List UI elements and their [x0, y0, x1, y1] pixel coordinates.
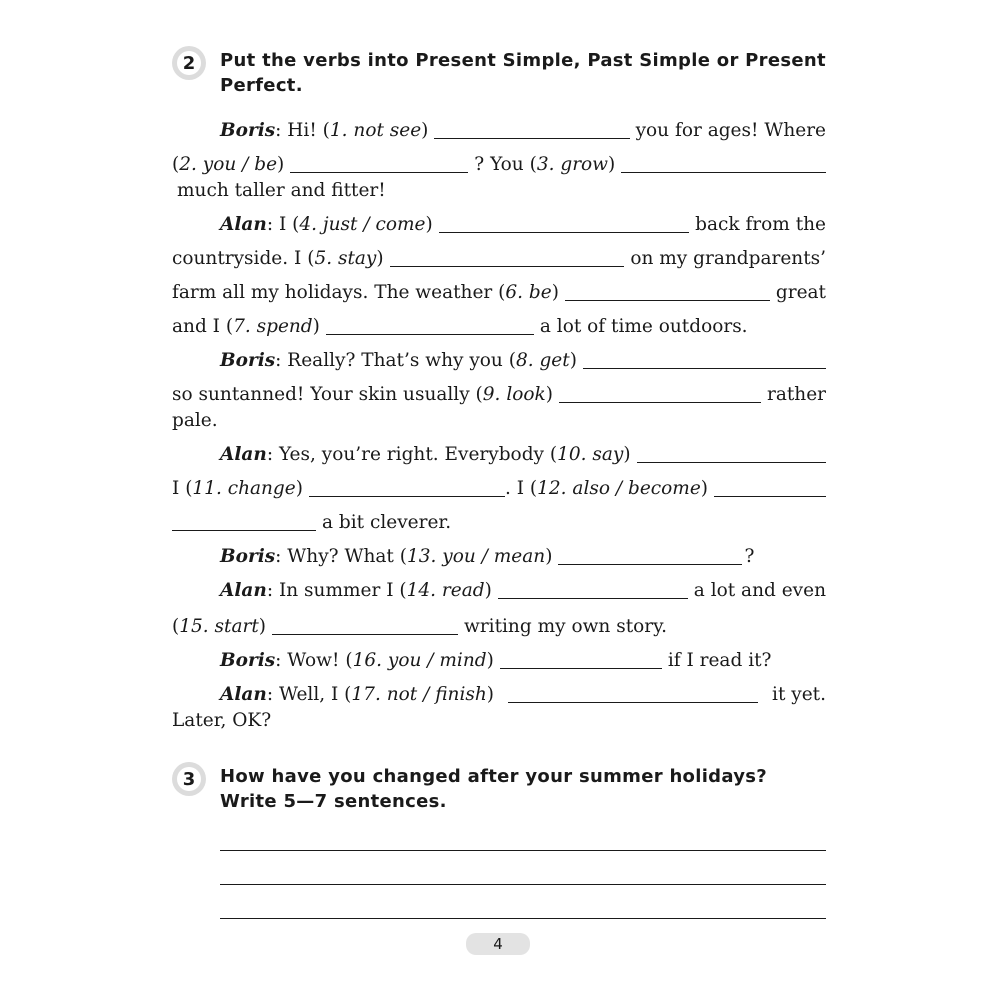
- dialogue-line: [172, 246, 826, 272]
- dialogue-text: : I (: [266, 214, 300, 235]
- dialogue-line: [220, 442, 826, 468]
- dialogue-line: [172, 476, 826, 502]
- dialogue-text: ): [545, 384, 553, 405]
- verb-hint: 1. not see: [329, 120, 422, 141]
- answer-blank-3[interactable]: [621, 171, 826, 173]
- answer-blank-16[interactable]: [500, 667, 662, 669]
- verb-hint: 8. get: [515, 350, 570, 371]
- dialogue-text: ? You (: [474, 154, 537, 175]
- verb-hint: 3. grow: [536, 154, 609, 175]
- dialogue-text: farm all my holidays. The weather (: [172, 282, 506, 303]
- dialogue-text: : Hi! (: [275, 120, 330, 141]
- answer-blank-17[interactable]: [508, 701, 758, 703]
- dialogue-text: pale.: [172, 410, 218, 431]
- verb-hint: 16. you / mind: [352, 650, 487, 671]
- answer-blank-6[interactable]: [565, 299, 770, 301]
- dialogue-text: : In summer I (: [266, 580, 407, 601]
- answer-blank-11[interactable]: [309, 495, 505, 497]
- writing-line[interactable]: [220, 850, 826, 851]
- dialogue-text: Later, OK?: [172, 710, 272, 731]
- dialogue-text: writing my own story.: [463, 616, 667, 637]
- answer-blank-7[interactable]: [326, 333, 534, 335]
- dialogue-text: a lot of time outdoors.: [539, 316, 748, 337]
- dialogue-text: I (: [172, 478, 193, 499]
- dialogue-line: [172, 408, 826, 434]
- writing-line[interactable]: [220, 884, 826, 885]
- verb-hint: 2. you / be: [179, 154, 278, 175]
- dialogue-line: [220, 118, 826, 144]
- dialogue-text: it yet.: [772, 684, 826, 705]
- speaker-name: Alan: [220, 580, 267, 601]
- task-2-header: [172, 46, 826, 102]
- verb-hint: 14. read: [406, 580, 485, 601]
- answer-blank-10[interactable]: [637, 461, 826, 463]
- dialogue-line: [172, 280, 826, 306]
- task-number-badge: [172, 762, 206, 796]
- task-number-badge: [172, 46, 206, 80]
- dialogue-text: ): [486, 684, 494, 705]
- dialogue-text: so suntanned! Your skin usually (: [172, 384, 483, 405]
- speaker-name: Alan: [220, 684, 267, 705]
- dialogue-line: [220, 578, 826, 604]
- dialogue-text: : Well, I (: [266, 684, 352, 705]
- speaker-name: Boris: [220, 350, 276, 371]
- dialogue-line: [172, 510, 826, 536]
- dialogue-text: a bit cleverer.: [322, 512, 452, 533]
- dialogue-text: : Really? That’s why you (: [275, 350, 516, 371]
- dialogue-text: (: [172, 154, 180, 175]
- dialogue-text: ): [608, 154, 616, 175]
- verb-hint: 13. you / mean: [406, 546, 546, 567]
- dialogue-line: [172, 152, 826, 178]
- verb-hint: 10. say: [557, 444, 624, 465]
- dialogue-text: (: [172, 616, 180, 637]
- verb-hint: 15. start: [179, 616, 259, 637]
- writing-line[interactable]: [220, 918, 826, 919]
- dialogue-text: : Wow! (: [275, 650, 353, 671]
- answer-blank-12-continued[interactable]: [172, 529, 316, 531]
- answer-blank-8[interactable]: [583, 367, 826, 369]
- dialogue-text: ): [421, 120, 429, 141]
- answer-blank-13[interactable]: [558, 563, 742, 565]
- dialogue-text: much taller and fitter!: [177, 180, 386, 201]
- dialogue-text: ): [295, 478, 303, 499]
- dialogue-text: ): [376, 248, 384, 269]
- speaker-name: Boris: [220, 546, 276, 567]
- dialogue-text: ): [486, 650, 494, 671]
- dialogue-text: ): [277, 154, 285, 175]
- speaker-name: Boris: [220, 120, 276, 141]
- answer-blank-14[interactable]: [498, 597, 688, 599]
- speaker-name: Alan: [220, 444, 267, 465]
- dialogue-line: [172, 382, 826, 408]
- answer-blank-2[interactable]: [290, 171, 468, 173]
- task-number: 2: [177, 51, 201, 75]
- answer-blank-1[interactable]: [434, 137, 629, 139]
- dialogue-line: [220, 682, 826, 708]
- verb-hint: 7. spend: [233, 316, 313, 337]
- dialogue-text: ): [623, 444, 631, 465]
- dialogue-line: [220, 544, 826, 570]
- dialogue-text: great: [775, 282, 826, 303]
- verb-hint: 4. just / come: [299, 214, 426, 235]
- dialogue-text: you for ages! Where: [635, 120, 826, 141]
- answer-blank-5[interactable]: [390, 265, 625, 267]
- verb-hint: 9. look: [482, 384, 546, 405]
- speaker-name: Alan: [220, 214, 267, 235]
- dialogue-text: ): [425, 214, 433, 235]
- dialogue-line: [220, 212, 826, 238]
- answer-blank-15[interactable]: [272, 633, 458, 635]
- dialogue-text: ): [545, 546, 553, 567]
- dialogue-text: ): [258, 616, 266, 637]
- verb-hint: 5. stay: [314, 248, 377, 269]
- dialogue-line: [172, 708, 826, 734]
- dialogue-text: ): [569, 350, 577, 371]
- dialogue-text: if I read it?: [667, 650, 772, 671]
- task-number: 3: [177, 767, 201, 791]
- task-instruction: How have you changed after your summer holidays? Write 5—7 sentences.: [220, 766, 768, 812]
- dialogue-text: a lot and even: [693, 580, 826, 601]
- dialogue-text: : Why? What (: [275, 546, 407, 567]
- dialogue-text: ): [551, 282, 559, 303]
- speaker-name: Boris: [220, 650, 276, 671]
- dialogue-text: . I (: [504, 478, 538, 499]
- dialogue-line: [172, 178, 826, 204]
- page-number: 4: [466, 933, 530, 955]
- verb-hint: 17. not / finish: [351, 684, 487, 705]
- dialogue-text: ): [484, 580, 492, 601]
- dialogue-text: countryside. I (: [172, 248, 315, 269]
- dialogue-line: [172, 614, 826, 640]
- dialogue-text: : Yes, you’re right. Everybody (: [266, 444, 558, 465]
- verb-hint: 12. also / become: [537, 478, 701, 499]
- dialogue-text: ): [312, 316, 320, 337]
- answer-blank-4[interactable]: [439, 231, 689, 233]
- task-3-header: [172, 762, 826, 818]
- dialogue-text: rather: [766, 384, 826, 405]
- answer-blank-12[interactable]: [714, 495, 826, 497]
- dialogue-line: [220, 648, 826, 674]
- dialogue-text: on my grandparents’: [630, 248, 826, 269]
- dialogue-text: ?: [744, 546, 755, 567]
- dialogue-line: [220, 348, 826, 374]
- answer-blank-9[interactable]: [559, 401, 761, 403]
- task-instruction: Put the verbs into Present Simple, Past Simple or Present Perfect.: [220, 50, 826, 96]
- dialogue-text: back from the: [695, 214, 826, 235]
- verb-hint: 6. be: [505, 282, 552, 303]
- dialogue-text: ): [700, 478, 708, 499]
- dialogue-text: and I (: [172, 316, 234, 337]
- dialogue-line: [172, 314, 826, 340]
- verb-hint: 11. change: [192, 478, 296, 499]
